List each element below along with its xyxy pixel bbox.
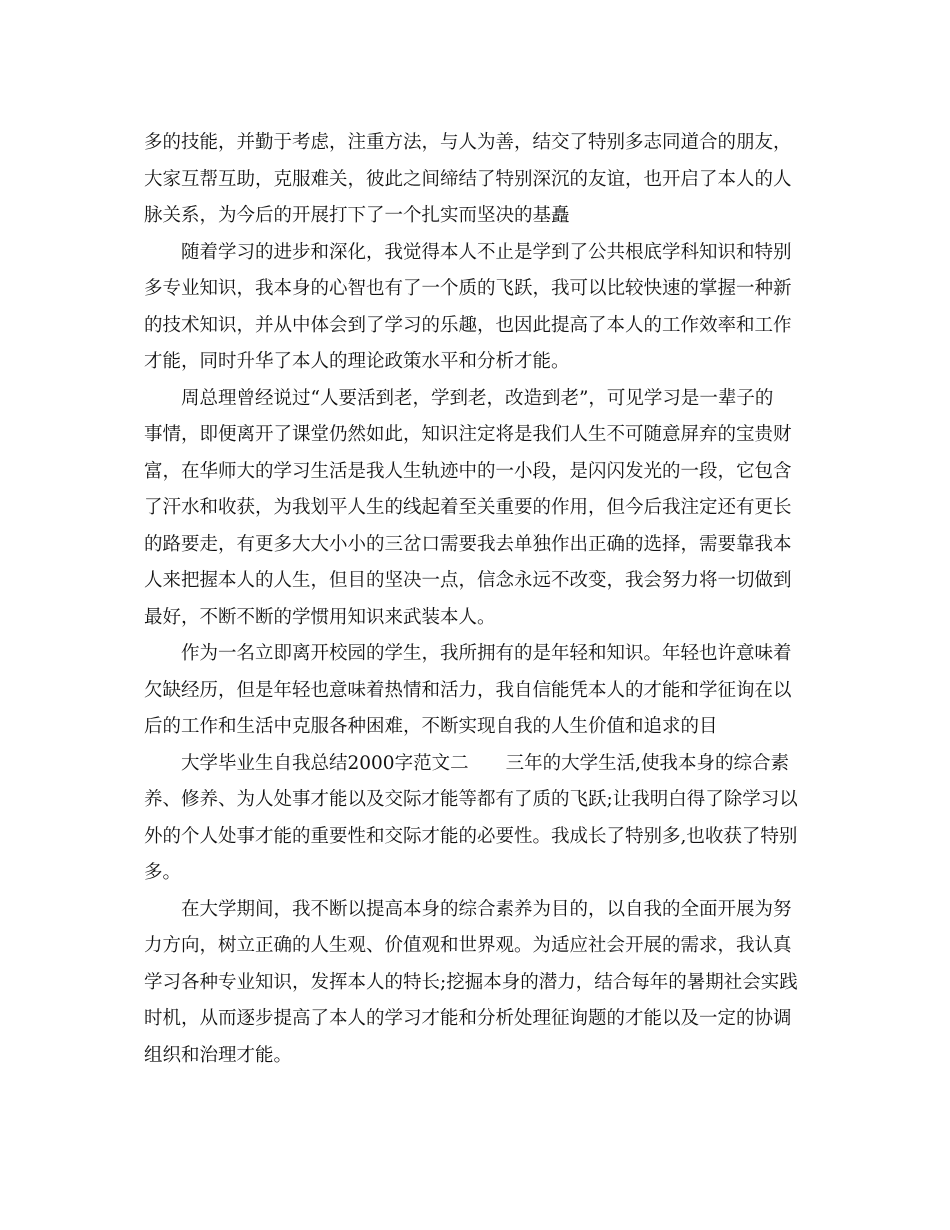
text-line: 组织和治理才能。 [144,1044,293,1066]
text-line: 富，在华师大的学习生活是我人生轨迹中的一小段，是闪闪发光的一段，它包含 [144,460,792,482]
text-line: 的技术知识，并从中体会到了学习的乐趣，也因此提高了本人的工作效率和工作 [144,314,792,336]
paragraph [144,892,824,1075]
text-line: 大家互帮互助，克服难关，彼此之间缔结了特别深沉的友谊，也开启了本人的人 [144,168,792,190]
text-line: 了汗水和收获，为我划平人生的线起着至关重要的作用，但今后我注定还有更长 [144,497,792,518]
paragraph [144,636,824,746]
text-line: 随着学习的进步和深化，我觉得本人不止是学到了公共根底学科知识和特别 [181,241,792,263]
text-line: 人来把握本人的人生，但目的坚决一点，信念永远不改变，我会努力将一切做到 [144,570,792,591]
text-line: 作为一名立即离开校园的学生，我所拥有的是年轻和知识。年轻也许意味着 [181,643,792,664]
text-line: 后的工作和生活中克服各种困难，不断实现自我的人生价值和追求的目 [144,716,718,737]
text-line: 多专业知识，我本身的心智也有了一个质的飞跃，我可以比较快速的掌握一种新 [144,278,792,299]
text-line: 的路要走，有更多大大小小的三岔口需要我去单独作出正确的选择，需要靠我本 [144,533,792,555]
document-body [144,125,824,1074]
text-line: 脉关系，为今后的开展打下了一个扎实而坚决的基矗 [144,205,570,226]
text-line: 学习各种专业知识，发挥本人的特长;挖掘本身的潜力，结合每年的暑期社会实践 [144,971,798,993]
text-line: 养、修养、为人处事才能以及交际才能等都有了质的飞跃;让我明白得了除学习以 [144,789,798,810]
text-line: 力方向，树立正确的人生观、价值观和世界观。为适应社会开展的需求，我认真 [144,935,792,956]
text-line: 时机，从而逐步提高了本人的学习才能和分析处理征询题的才能以及一定的协调 [144,1008,792,1029]
text-line: 最好，不断不断的学惯用知识来武装本人。 [144,606,496,628]
text-line: 多的技能，并勤于考虑，注重方法，与人为善，结交了特别多志同道合的朋友， [144,132,792,153]
text-line: 事情，即便离开了课堂仍然如此，知识注定将是我们人生不可随意屏弃的宝贵财 [144,424,792,445]
text-line: 外的个人处事才能的重要性和交际才能的必要性。我成长了特别多,也收获了特别 [144,825,798,847]
text-line: 才能，同时升华了本人的理论政策水平和分析才能。 [144,351,570,372]
paragraph [144,381,824,637]
text-line: 欠缺经历，但是年轻也意味着热情和活力，我自信能凭本人的才能和学征询在以 [144,679,792,701]
text-line: 多。 [144,862,182,883]
text-line: 大学毕业生自我总结2000字范文二 三年的大学生活,使我本身的综合素 [181,752,789,774]
paragraph [144,746,824,892]
text-line: 在大学期间，我不断以提高本身的综合素养为目的，以自我的全面开展为努 [181,898,792,920]
paragraph [144,125,824,235]
paragraph [144,235,824,381]
text-line: 周总理曾经说过“人要活到老，学到老，改造到老”，可见学习是一辈子的 [181,387,774,409]
